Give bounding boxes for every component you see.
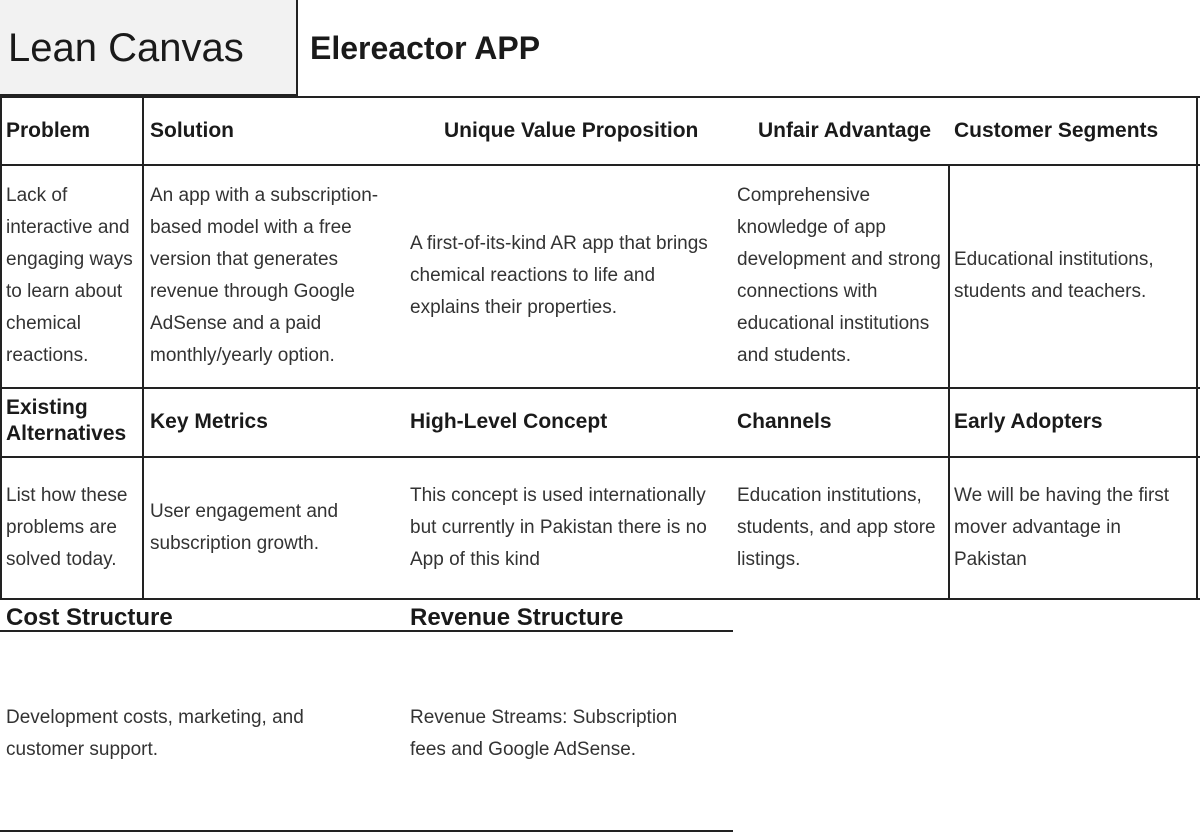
cost-structure-heading: Cost Structure <box>6 604 173 631</box>
grid-line <box>0 830 733 832</box>
unfair-advantage-heading: Unfair Advantage <box>758 119 932 142</box>
grid-line <box>0 456 1200 458</box>
customer-segments-heading: Customer Segments <box>954 119 1159 142</box>
revenue-structure-text: Revenue Streams: Subscription fees and Google AdSense. <box>410 707 678 760</box>
page-title: Lean Canvas <box>8 26 244 70</box>
solution-heading: Solution <box>150 119 234 142</box>
existing-alternatives-text: List how these problems are solved today. <box>6 485 128 570</box>
grid-line <box>0 98 2 600</box>
app-name: Elereactor APP <box>310 30 541 66</box>
grid-line <box>948 166 950 600</box>
channels-heading: Channels <box>737 410 832 433</box>
grid-line <box>142 98 144 600</box>
customer-segments-text: Educational institutions, students and teachers. <box>954 249 1154 302</box>
channels-text: Education institutions, students, and app store listings. <box>737 485 936 570</box>
uvp-text: A first-of-its-kind AR app that brings chemical reactions to life and explains their properties. <box>410 233 708 318</box>
existing-alternatives-heading: Existing Alternatives <box>6 396 127 445</box>
unfair-advantage-text: Comprehensive knowledge of app development and strong connections with educational institutions and students. <box>737 185 941 366</box>
key-metrics-text: User engagement and subscription growth. <box>150 501 339 554</box>
grid-line <box>0 387 1200 389</box>
revenue-structure-heading: Revenue Structure <box>410 604 624 631</box>
solution-text: An app with a subscription-based model with a free version that generates revenue through Google AdSense and a paid monthly/yearly option. <box>150 185 379 366</box>
early-adopters-text: We will be having the first mover advantage in Pakistan <box>954 485 1170 570</box>
early-adopters-heading: Early Adopters <box>954 410 1103 433</box>
uvp-heading: Unique Value Proposition <box>444 119 699 142</box>
key-metrics-heading: Key Metrics <box>150 410 268 433</box>
grid-line <box>1196 98 1198 600</box>
high-level-concept-heading: High-Level Concept <box>410 410 608 433</box>
problem-text: Lack of interactive and engaging ways to learn about chemical reactions. <box>6 185 133 366</box>
title-box <box>0 0 298 96</box>
problem-heading: Problem <box>6 119 91 142</box>
grid-line <box>0 598 1200 600</box>
high-level-concept-text: This concept is used internationally but currently in Pakistan there is no App of this kind <box>410 485 707 570</box>
cost-structure-text: Development costs, marketing, and customer support. <box>6 707 304 760</box>
grid-line <box>0 96 1200 98</box>
